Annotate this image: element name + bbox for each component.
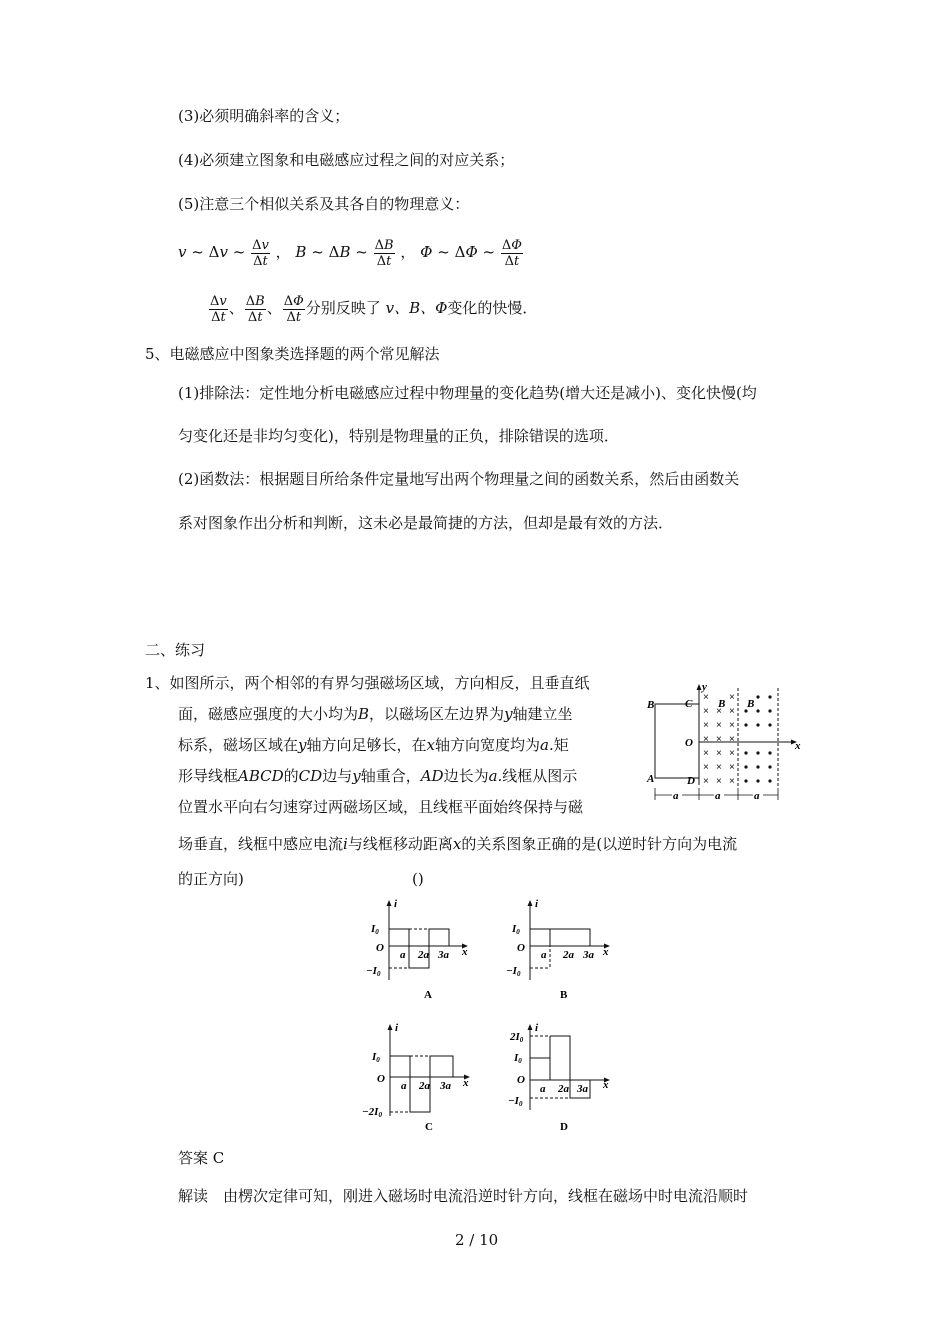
label-I0: I0 [514,1052,522,1065]
q1-line-1: 1、如图所示，两个相邻的有界匀强磁场区域，方向相反，且垂直纸 [145,674,590,692]
item-5: (5)注意三个相似关系及其各自的物理意义： [178,195,470,213]
label-A: A [647,773,655,785]
rates-sep: 、 [266,299,282,317]
var-y: y [352,767,361,785]
label-x: x [463,1077,469,1089]
cross-mark: × [716,776,722,787]
tick-2a: 2a [418,949,429,961]
cross-mark: × [703,706,709,717]
label-i: i [394,898,398,910]
label-I0: I0 [372,1051,380,1064]
tick-3a: 3a [438,949,449,961]
q1-line-2 [178,704,573,724]
cross-mark: × [716,706,722,717]
var-AD: AD [420,767,444,785]
label-O: O [377,1073,385,1085]
formula-dB: ΔB [328,243,351,261]
label-i: i [535,898,539,910]
q1-text: 与线框移动距离 [347,835,453,853]
q1-text: 场垂直，线框中感应电流 [178,835,344,853]
cross-mark: × [729,748,735,759]
rates-sep: 、 [228,299,244,317]
label-neg-I0: −I0 [366,965,381,978]
label-I0: I0 [512,923,520,936]
fraction-dv-dt: $\frac{\Delta v}{\Delta t}$ [252,237,269,269]
var-i: i [343,835,348,853]
fraction-dB-dt-2: $\frac{\Delta B}{\Delta t}$ [245,293,265,325]
label-B-right: B [747,698,755,710]
q1-text: 线框从图示 [502,767,578,785]
dot-mark [768,779,771,782]
cross-mark: × [703,748,709,759]
dot-mark [768,709,771,712]
q1-text: 轴建立坐 [512,705,573,723]
tick-2a: 2a [563,949,574,961]
label-x: x [603,946,609,958]
formula-tilde: ~ [437,243,450,261]
cross-mark: × [716,734,722,745]
q1-text: 矩 [553,736,569,754]
method-1-line-1: (1)排除法：定性地分析电磁感应过程中物理量的变化趋势(增大还是减小)、变化快慢(均 [178,384,757,402]
graph-label-C: C [425,1121,433,1133]
var-y: y [504,705,513,723]
var-x: x [452,835,462,853]
dot-mark [756,765,759,768]
label-2I0: 2I0 [510,1031,524,1044]
dim-a-1: a [673,790,679,802]
cross-mark: × [703,720,709,731]
label-O: O [517,1074,525,1086]
label-y: y [702,681,707,693]
rates-vars: v、B、Φ [385,299,448,317]
tick-3a: 3a [577,1083,588,1095]
var-x: x [426,736,435,754]
graph-D [500,1020,625,1135]
formula-dv: Δv [208,243,228,261]
q1-text: ，以磁场区左边界为 [369,705,505,723]
q1-text: 轴方向宽度均为 [434,736,540,754]
graph-label-D: D [560,1121,568,1133]
tick-a: a [400,949,406,961]
dim-a-2: a [715,790,721,802]
practice-heading: 二、练习 [145,641,206,659]
rates-text-end: 变化的快慢． [447,299,538,317]
cross-mark: × [716,748,722,759]
q1-text: 轴重合， [360,767,421,785]
label-i: i [395,1022,399,1034]
answer: 答案 C [178,1149,225,1167]
dot-mark [768,751,771,754]
method-2-line-1: (2)函数法：根据题目所给条件定量地写出两个物理量之间的函数关系，然后由函数关 [178,470,740,488]
cross-mark: × [729,762,735,773]
label-C: C [685,698,693,710]
cross-mark: × [703,776,709,787]
tick-2a: 2a [558,1083,569,1095]
axis-i-arrow [528,900,533,906]
item-4: (4)必须建立图象和电磁感应过程之间的对应关系； [178,151,515,169]
label-i: i [535,1022,539,1034]
cross-mark: × [703,762,709,773]
rates-text: 分别反映了 [305,299,381,317]
fraction-dphi-dt-2: $\frac{\Delta\Phi}{\Delta t}$ [283,293,304,325]
dot-mark [756,709,759,712]
q1-text: 边与 [322,767,353,785]
graph-label-B: B [560,989,568,1001]
label-O: O [376,942,384,954]
q1-text: 轴方向足够长，在 [306,736,427,754]
q1-text: 的 [283,767,299,785]
cross-mark: × [716,720,722,731]
formula-phi: Φ [420,243,433,261]
tick-a: a [541,949,547,961]
cross-mark: × [729,720,735,731]
cross-mark: × [729,692,735,703]
dot-mark [768,723,771,726]
fraction-dv-dt-2: $\frac{\Delta v}{\Delta t}$ [210,293,227,325]
formula-tilde: ~ [311,243,324,261]
cross-mark: × [729,734,735,745]
label-neg-I0: −I0 [506,965,521,978]
formula-tilde: ~ [482,243,496,261]
axis-i-arrow [388,1024,393,1030]
q1-text: 的关系图象正确的是(以逆时针方向为电流 [461,835,738,853]
var-ABCD: ABCD [238,767,284,785]
q1-text: 边长为 [443,767,489,785]
method-1-line-2: 匀变化还是非均匀变化)，特别是物理量的正负，排除错误的选项． [178,427,619,445]
graph-B [500,896,620,1006]
q1-line-4 [178,766,577,786]
label-neg-I0: −I0 [508,1095,523,1108]
q1-line-3 [178,735,569,755]
section-5-title: 5、电磁感应中图象类选择题的两个常见解法 [145,345,440,363]
tick-3a: 3a [440,1080,451,1092]
label-x: x [795,740,801,752]
dot-mark [744,779,747,782]
q1-line-6 [178,834,737,854]
tick-3a: 3a [583,949,594,961]
cross-mark: × [703,734,709,745]
q1-text: 面，磁感应强度的大小均为 [178,705,359,723]
axis-i-arrow [387,900,392,906]
cross-mark: × [729,706,735,717]
axis-i-arrow [528,1024,533,1030]
dim-a-3: a [754,790,760,802]
graph-label-A: A [424,989,432,1001]
explanation: 解读 由楞次定律可知，刚进入磁场时电流沿逆时针方向，线框在磁场中时电流沿顺时 [178,1187,749,1205]
q1-line-7: 的正方向) [178,870,244,888]
label-B-mid: B [718,698,726,710]
graph-A [364,896,484,1006]
current-trace [530,929,590,946]
dot-mark [744,765,747,768]
q1-line-5: 位置水平向右匀速穿过两磁场区域，且线框平面始终保持与磁 [178,798,584,816]
label-B-left: B [647,699,655,711]
q1-text: 形导线框 [178,767,239,785]
item-3: (3)必须明确斜率的含义； [178,107,350,125]
formula-comma: ， [275,243,291,261]
var-B: B [358,705,370,723]
magnetic-field-figure [645,680,815,805]
graph-C [360,1020,485,1135]
rates-line [208,290,537,326]
label-neg-2I0: −2I0 [362,1106,382,1119]
formula-tilde: ~ [355,243,368,261]
label-x: x [603,1079,609,1091]
tick-2a: 2a [419,1080,430,1092]
cross-mark: × [729,776,735,787]
var-CD: CD [298,767,323,785]
label-x: x [462,946,468,958]
dot-mark [744,751,747,754]
formula-v: v [178,243,187,261]
fraction-dphi-dt: $\frac{\Delta\Phi}{\Delta t}$ [501,237,522,269]
var-y: y [298,736,307,754]
answer-paren: () [412,870,424,888]
formula-tilde: ~ [191,243,204,261]
var-a: a. [540,736,554,754]
label-I0: I0 [371,923,379,936]
page-number: 2 / 10 [455,1231,499,1249]
tick-a: a [540,1083,546,1095]
dot-mark [756,723,759,726]
dot-mark [768,695,771,698]
tick-a: a [401,1080,407,1092]
formula-B: B [295,243,307,261]
var-a: a. [488,767,503,785]
formula-tilde: ~ [232,243,246,261]
label-O: O [685,737,693,749]
cross-mark: × [703,692,709,703]
dot-mark [756,779,759,782]
dot-mark [744,723,747,726]
dot-mark [768,765,771,768]
similarity-formula [178,234,524,270]
label-O: O [517,942,525,954]
formula-comma: ， [400,243,416,261]
dot-mark [756,751,759,754]
q1-text: 标系，磁场区域在 [178,736,299,754]
y-axis-arrow [697,684,702,690]
fraction-dB-dt: $\frac{\Delta B}{\Delta t}$ [374,237,394,269]
formula-dphi: ΔΦ [454,243,478,261]
method-2-line-2: 系对图象作出分析和判断，这未必是最简捷的方法，但却是最有效的方法． [178,514,674,532]
dot-mark [756,695,759,698]
label-D: D [687,775,695,787]
cross-mark: × [716,762,722,773]
